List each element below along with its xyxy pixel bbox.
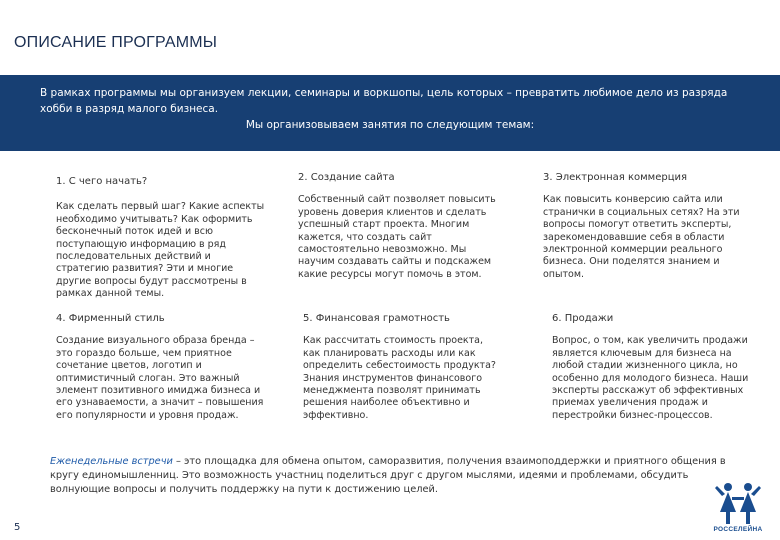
topic-heading: 2. Создание сайта [298, 172, 395, 183]
topic-heading: 5. Финансовая грамотность [303, 313, 450, 324]
topic-body: Собственный сайт позволяет повысить уровень доверия клиентов и сделать успешный старт проекта. Многим кажется, что создать сайт самостоятельно невозможно. Мы научим создавать сайты и подскажем какие ресурсы могут помочь в этом. [298, 194, 496, 280]
page-number: 5 [14, 522, 21, 533]
intro-banner [0, 75, 780, 151]
weekly-meetings-emphasis: Еженедельные встречи [50, 456, 173, 467]
topic-finance [303, 313, 503, 422]
weekly-meetings-text: – это площадка для обмена опытом, саморазвития, получения взаимоподдержки и приятного общения в кругу единомышленниц. Это возможность участниц поделиться друг с другом мыслями, идеями и проблемами, обсудить волнующие вопросы и получить поддержку на пути к достижению целей. [50, 456, 726, 495]
logo-text: РОССЕЛЕЙНА [713, 526, 763, 533]
weekly-meetings-note [50, 455, 750, 497]
topic-body: Как сделать первый шаг? Какие аспекты необходимо учитывать? Как оформить бесконечный поток идей и всю поступающую информацию в ряд последовательных действий и стратегию развития? Эти и многие другие вопросы будут рассмотрены в рамках данной темы. [56, 201, 265, 300]
intro-subtext: Мы организовываем занятия по следующим темам: [245, 119, 535, 131]
topic-body: Как рассчитать стоимость проекта, как планировать расходы или как определить себестоимость продукта? Знания инструментов финансового менеджмента позволят принимать решения наиболее объективно и эффективно. [303, 335, 496, 421]
topic-start [56, 176, 266, 301]
topic-sales [552, 313, 752, 422]
topic-heading: 4. Фирменный стиль [56, 313, 165, 324]
topic-body: Создание визуального образа бренда – это гораздо больше, чем приятное сочетание цветов, логотип и оптимистичный слоган. Это важный элемент позитивного имиджа бизнеса и его узнаваемости, а значит – повышения его популярности и уровня продаж. [56, 335, 264, 421]
topic-body: Как повысить конверсию сайта или странички в социальных сетях? На эти вопросы помогут ответить эксперты, зарекомендовавшие себя в области электронной коммерции реального бизнеса. Они поделятся знанием и опытом. [543, 194, 740, 280]
topic-heading: 1. С чего начать? [56, 176, 148, 187]
women-figures-logo-icon [712, 478, 764, 530]
topic-heading: 6. Продажи [552, 313, 614, 324]
topic-branding [56, 313, 266, 422]
topic-website [298, 172, 498, 281]
page-title: ОПИСАНИЕ ПРОГРАММЫ [14, 34, 218, 51]
intro-text: В рамках программы мы организуем лекции, семинары и воркшопы, цель которых – превратить любимое дело из разряда хобби в разряд малого бизнеса. [40, 87, 728, 115]
topic-body: Вопрос, о том, как увеличить продажи является ключевым для бизнеса на любой стадии жизненного цикла, но особенно для молодого бизнеса. Наши эксперты расскажут об эффективных приемах увеличения продаж и перестройки бизнес-процессов. [552, 335, 749, 421]
topic-heading: 3. Электронная коммерция [543, 172, 688, 183]
topic-ecommerce [543, 172, 743, 281]
